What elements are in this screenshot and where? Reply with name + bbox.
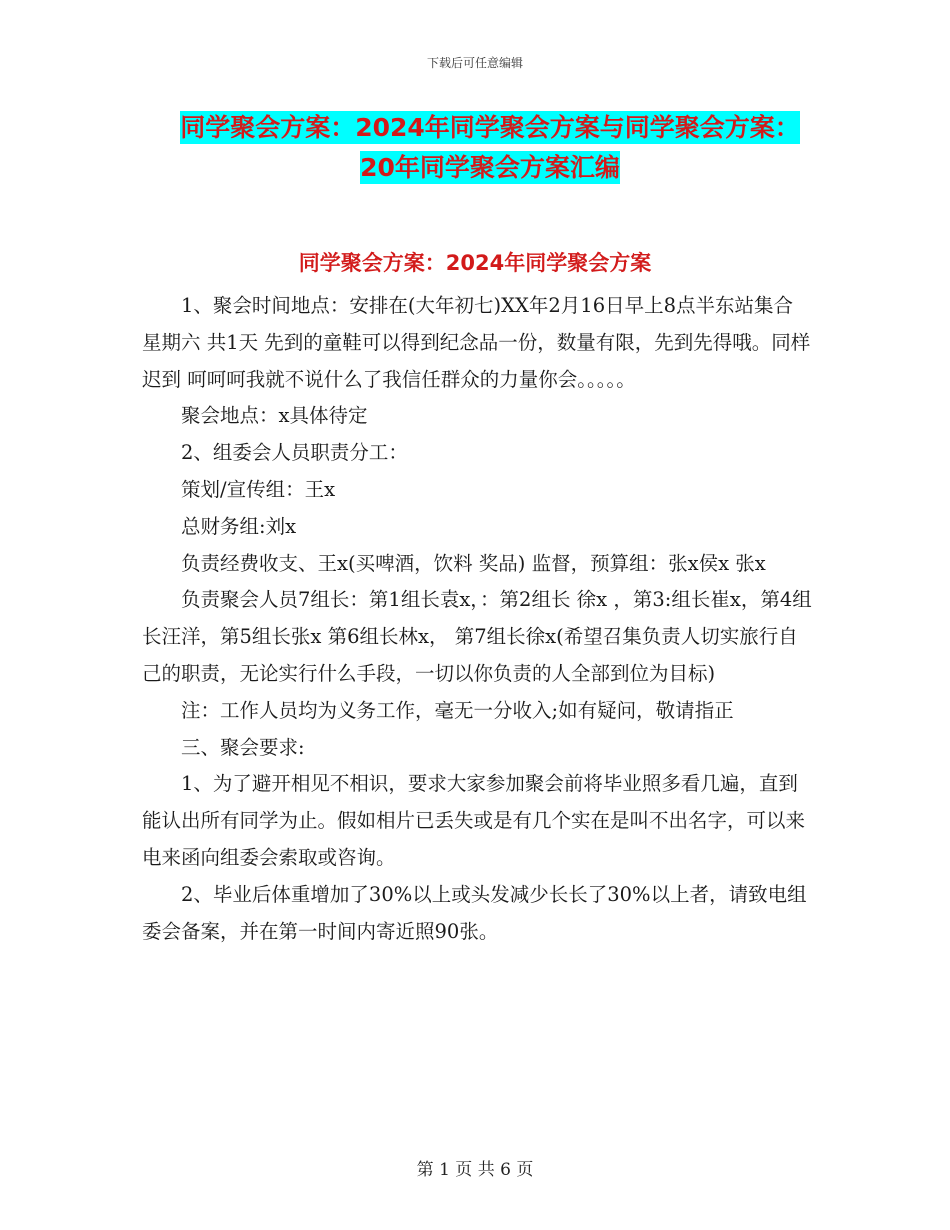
paragraph: 2、组委会人员职责分工： <box>181 441 408 465</box>
title-line-2: 20年同学聚会方案汇编 <box>360 153 620 182</box>
document-title <box>140 108 840 188</box>
page-header-note: 下载后可任意编辑 <box>426 56 523 70</box>
paragraph: 2、毕业后体重增加了30%以上或头发减少长长了30%以上者，请致电组委会备案，并在第一时间内寄近照90张。 <box>142 882 807 943</box>
paragraph: 注：工作人员均为义务工作，毫无一分收入;如有疑问，敬请指正 <box>181 698 734 722</box>
paragraph: 负责聚会人员7组长：第1组长袁x，：第2组长 徐x ，第3:组长崔x，第4组长汪洋，第5组长张x 第6组长林x， 第7组长徐x(希望召集负责人切实旅行自己的职责，无论实行什么手段，一切以你负责的人全部到位为目标) <box>142 588 812 685</box>
paragraph: 1、聚会时间地点：安排在(大年初七)XX年2月16日早上8点半东站集合 星期六 共1天 先到的童鞋可以得到纪念品一份，数量有限，先到先得哦。同样迟到 呵呵呵我就不说什么了我信任群众的力量你会。。。。。 <box>142 294 811 391</box>
paragraph: 负责经费收支、王x(买啤酒，饮料 奖品) 监督，预算组：张x侯x 张x <box>181 551 766 575</box>
document-body <box>142 288 812 950</box>
page-number-footer: 第 1 页 共 6 页 <box>416 1160 534 1180</box>
paragraph: 聚会地点：x具体待定 <box>181 404 368 428</box>
paragraph: 三、聚会要求: <box>181 735 305 759</box>
title-line-1: 同学聚会方案：2024年同学聚会方案与同学聚会方案： <box>180 113 800 142</box>
paragraph: 1、为了避开相见不相识，要求大家参加聚会前将毕业照多看几遍，直到能认出所有同学为止。假如相片已丢失或是有几个实在是叫不出名字，可以来电来函向组委会索取或咨询。 <box>142 772 806 869</box>
paragraph: 策划/宣传组：王x <box>181 477 336 501</box>
paragraph: 总财务组:刘x <box>181 514 297 538</box>
section-title: 同学聚会方案：2024年同学聚会方案 <box>298 251 652 275</box>
